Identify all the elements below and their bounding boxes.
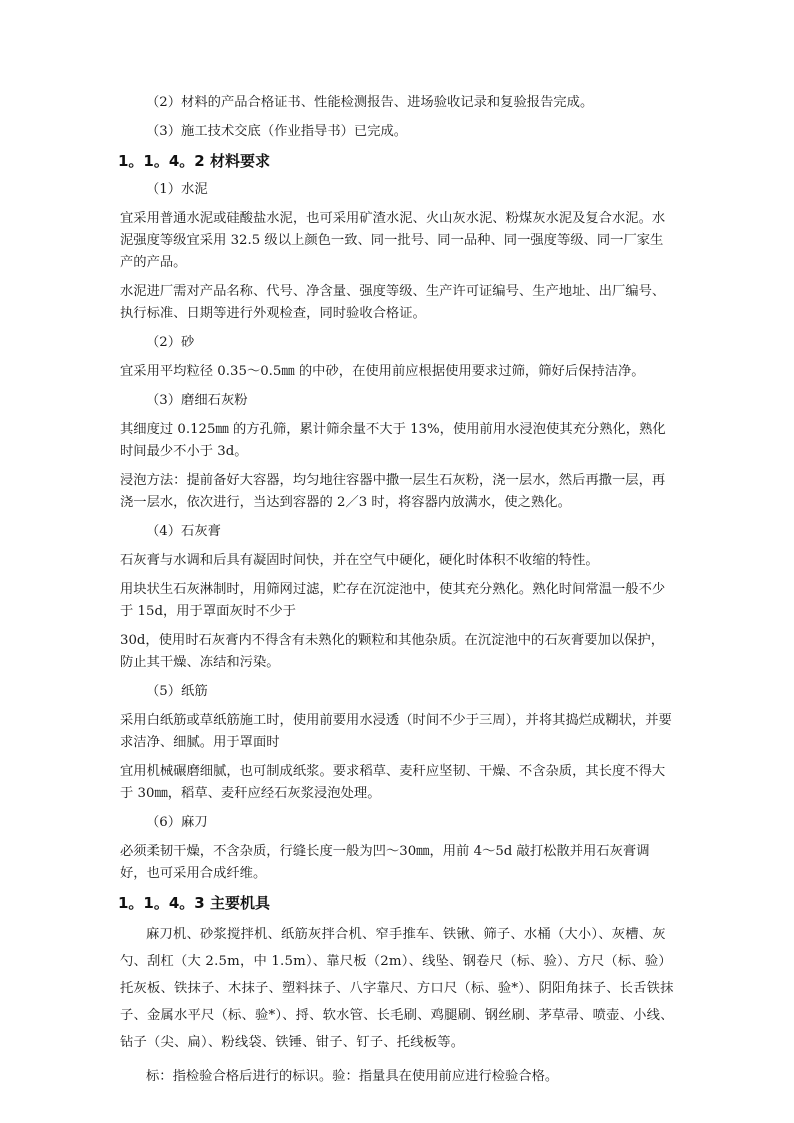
prep-item-3: （3）施工技术交底（作业指导书）已完成。 [146, 124, 408, 139]
lime-paste-paragraph-1: 石灰膏与水调和后具有凝固时间快，并在空气中硬化，硬化时体积不收缩的特性。 [120, 553, 599, 568]
hemp-paragraph-1: 必须柔韧干燥，不含杂质，行缝长度一般为凹～30㎜，用前 4～5d 敲打松散并用石灰膏调好，也可采用合成纤维。 [120, 844, 650, 881]
lime-powder-title: （3）磨细石灰粉 [146, 393, 248, 408]
document-body [120, 92, 676, 1088]
sand-paragraph-1: 宜采用平均粒径 0.35～0.5㎜ 的中砂，在使用前应根据使用要求过筛，筛好后保持洁净。 [120, 364, 645, 379]
lime-powder-paragraph-1: 其细度过 0.125㎜ 的方孔筛，累计筛余量不大于 13%，使用前用水浸泡使其充分熟化，熟化时间最少不小于 3d。 [120, 422, 666, 459]
section-heading-machinery: 1。1。4。3 主要机具 [118, 894, 270, 912]
lime-paste-title: （4）石灰膏 [146, 524, 221, 539]
lime-paste-paragraph-3: 30d，使用时石灰膏内不得含有未熟化的颗粒和其他杂质。在沉淀池中的石灰膏要加以保护，防止其干燥、冻结和污染。 [120, 633, 665, 670]
section-heading-materials: 1。1。4。2 材料要求 [118, 152, 270, 170]
cement-paragraph-1: 宜采用普通水泥或硅酸盐水泥，也可采用矿渣水泥、火山灰水泥、粉煤灰水泥及复合水泥。水泥强度等级宜采用 32.5 级以上颜色一致、同一批号、同一品种、同一强度等级、同一厂家生产的产品。 [120, 211, 666, 270]
cement-title: （1）水泥 [146, 182, 208, 197]
lime-powder-paragraph-2: 浸泡方法：提前备好大容器，均匀地往容器中撒一层生石灰粉，浇一层水，然后再撒一层，再浇一层水，依次进行，当达到容器的 2／3 时，将容器内放满水，使之熟化。 [120, 473, 666, 510]
prep-item-2: （2）材料的产品合格证书、性能检测报告、进场验收记录和复验报告完成。 [146, 95, 594, 110]
machinery-list: 麻刀机、砂浆搅拌机、纸筋灰拌合机、窄手推车、铁锹、筛子、水桶（大小）、灰槽、灰勺、刮杠（大 2.5m，中 1.5m）、靠尺板（2m）、线坠、钢卷尺（标、验）、方尺（标、验）托灰板、铁抹子、木抹子、塑料抹子、八字靠尺、方口尺（标、验*）、阴阳角抹子、长舌铁抹子、金属水平尺（标、验*）、捋、软水管、长毛刷、鸡腿刷、钢丝刷、茅草帚、喷壶、小线、钻子（尖、扁）、粉线袋、铁锤、钳子、钉子、托线板等。 [120, 927, 674, 1050]
lime-paste-paragraph-2: 用块状生石灰淋制时，用筛网过滤，贮存在沉淀池中，使其充分熟化。熟化时间常温一般不少于 15d，用于罩面灰时不少于 [120, 582, 666, 619]
sand-title: （2）砂 [146, 335, 195, 350]
paper-fiber-paragraph-2: 宜用机械碾磨细腻，也可制成纸浆。要求稻草、麦秆应坚韧、干燥、不含杂质，其长度不得大于 30㎜，稻草、麦秆应经石灰浆浸泡处理。 [120, 764, 666, 801]
machinery-note: 标：指检验合格后进行的标识。验：指量具在使用前应进行检验合格。 [146, 1069, 559, 1084]
hemp-title: （6）麻刀 [146, 815, 208, 830]
cement-paragraph-2: 水泥进厂需对产品名称、代号、净含量、强度等级、生产许可证编号、生产地址、出厂编号、执行标准、日期等进行外观检查，同时验收合格证。 [120, 284, 666, 321]
paper-fiber-paragraph-1: 采用白纸筋或草纸筋施工时，使用前要用水浸透（时间不少于三周），并将其捣烂成糊状，并要求洁净、细腻。用于罩面时 [120, 713, 672, 750]
paper-fiber-title: （5）纸筋 [146, 684, 208, 699]
